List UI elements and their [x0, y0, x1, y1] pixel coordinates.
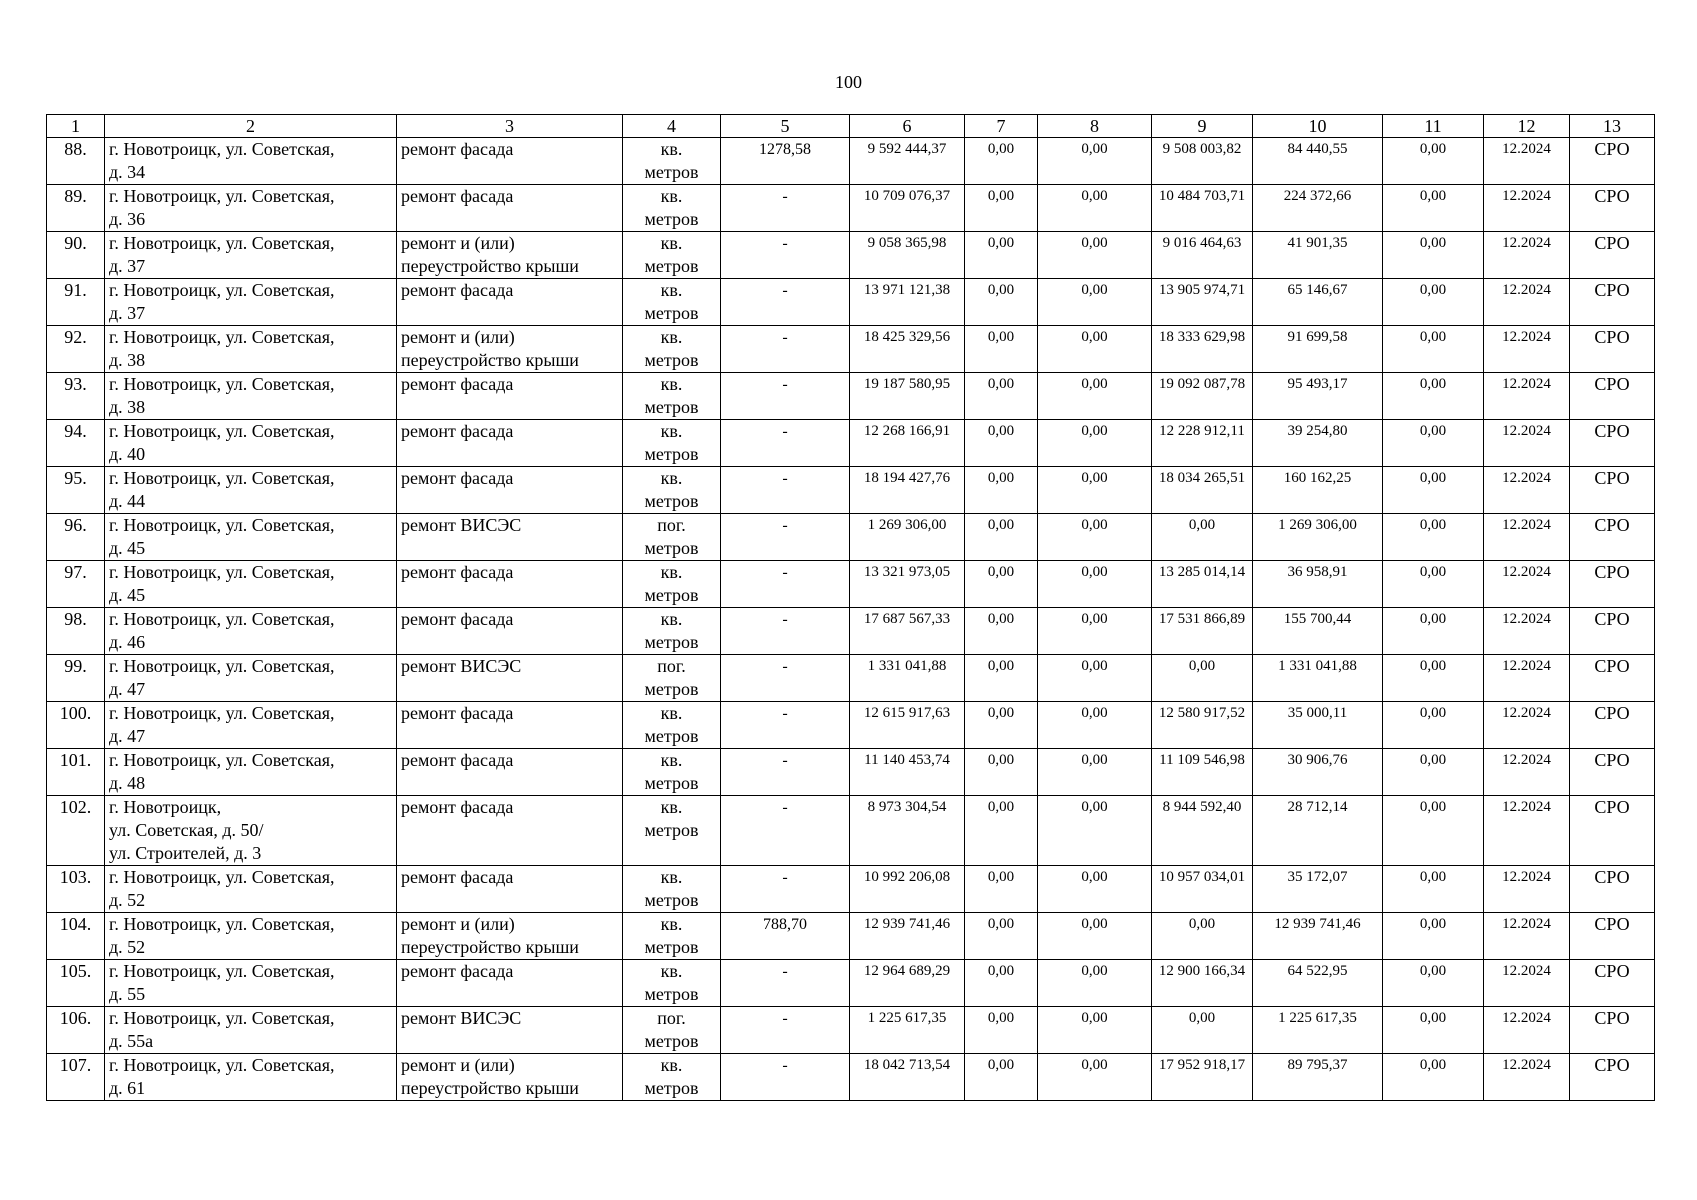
total-cost-cell: 12 964 689,29 — [850, 960, 965, 1007]
regional-funds-cell: 0,00 — [1038, 1007, 1152, 1054]
work-type-cell: ремонт ВИСЭС — [397, 1007, 623, 1054]
table-row — [47, 866, 1655, 913]
column-header-4: 4 — [623, 115, 721, 138]
table-header-row — [47, 115, 1655, 138]
other-funds-cell: 224 372,66 — [1253, 185, 1383, 232]
additional-funds-cell: 0,00 — [1383, 561, 1484, 608]
federal-funds-cell: 0,00 — [965, 960, 1038, 1007]
unit-cell: кв. метров — [623, 866, 721, 913]
method-cell: СРО — [1570, 960, 1655, 1007]
volume-cell: - — [721, 608, 850, 655]
address-cell: г. Новотроицк, ул. Советская, д. 34 — [105, 138, 397, 185]
work-type-cell: ремонт фасада — [397, 749, 623, 796]
federal-funds-cell: 0,00 — [965, 749, 1038, 796]
regional-funds-cell: 0,00 — [1038, 796, 1152, 866]
address-cell: г. Новотроицк, ул. Советская, д. 47 — [105, 702, 397, 749]
owner-funds-cell: 10 957 034,01 — [1152, 866, 1253, 913]
federal-funds-cell: 0,00 — [965, 608, 1038, 655]
federal-funds-cell: 0,00 — [965, 655, 1038, 702]
deadline-cell: 12.2024 — [1484, 1054, 1570, 1101]
row-number: 101. — [47, 749, 105, 796]
deadline-cell: 12.2024 — [1484, 1007, 1570, 1054]
volume-cell: - — [721, 279, 850, 326]
unit-cell: кв. метров — [623, 279, 721, 326]
address-cell: г. Новотроицк, ул. Советская, д. 45 — [105, 514, 397, 561]
owner-funds-cell: 0,00 — [1152, 655, 1253, 702]
owner-funds-cell: 0,00 — [1152, 913, 1253, 960]
work-type-cell: ремонт фасада — [397, 608, 623, 655]
row-number: 93. — [47, 373, 105, 420]
method-cell: СРО — [1570, 561, 1655, 608]
volume-cell: 1278,58 — [721, 138, 850, 185]
other-funds-cell: 28 712,14 — [1253, 796, 1383, 866]
method-cell: СРО — [1570, 514, 1655, 561]
regional-funds-cell: 0,00 — [1038, 608, 1152, 655]
row-number: 106. — [47, 1007, 105, 1054]
owner-funds-cell: 8 944 592,40 — [1152, 796, 1253, 866]
other-funds-cell: 30 906,76 — [1253, 749, 1383, 796]
row-number: 100. — [47, 702, 105, 749]
additional-funds-cell: 0,00 — [1383, 467, 1484, 514]
other-funds-cell: 64 522,95 — [1253, 960, 1383, 1007]
additional-funds-cell: 0,00 — [1383, 913, 1484, 960]
table-row — [47, 326, 1655, 373]
owner-funds-cell: 12 900 166,34 — [1152, 960, 1253, 1007]
address-cell: г. Новотроицк, ул. Советская, д. 40 — [105, 420, 397, 467]
volume-cell: - — [721, 373, 850, 420]
row-number: 92. — [47, 326, 105, 373]
total-cost-cell: 8 973 304,54 — [850, 796, 965, 866]
volume-cell: - — [721, 467, 850, 514]
total-cost-cell: 13 971 121,38 — [850, 279, 965, 326]
column-header-7: 7 — [965, 115, 1038, 138]
total-cost-cell: 11 140 453,74 — [850, 749, 965, 796]
additional-funds-cell: 0,00 — [1383, 702, 1484, 749]
other-funds-cell: 84 440,55 — [1253, 138, 1383, 185]
table-row — [47, 561, 1655, 608]
unit-cell: кв. метров — [623, 960, 721, 1007]
column-header-6: 6 — [850, 115, 965, 138]
other-funds-cell: 39 254,80 — [1253, 420, 1383, 467]
federal-funds-cell: 0,00 — [965, 326, 1038, 373]
unit-cell: кв. метров — [623, 702, 721, 749]
volume-cell: - — [721, 655, 850, 702]
regional-funds-cell: 0,00 — [1038, 866, 1152, 913]
table-row — [47, 1054, 1655, 1101]
unit-cell: кв. метров — [623, 796, 721, 866]
federal-funds-cell: 0,00 — [965, 232, 1038, 279]
other-funds-cell: 36 958,91 — [1253, 561, 1383, 608]
other-funds-cell: 95 493,17 — [1253, 373, 1383, 420]
additional-funds-cell: 0,00 — [1383, 138, 1484, 185]
owner-funds-cell: 17 952 918,17 — [1152, 1054, 1253, 1101]
other-funds-cell: 65 146,67 — [1253, 279, 1383, 326]
unit-cell: кв. метров — [623, 1054, 721, 1101]
other-funds-cell: 1 225 617,35 — [1253, 1007, 1383, 1054]
federal-funds-cell: 0,00 — [965, 185, 1038, 232]
owner-funds-cell: 10 484 703,71 — [1152, 185, 1253, 232]
unit-cell: кв. метров — [623, 749, 721, 796]
method-cell: СРО — [1570, 655, 1655, 702]
additional-funds-cell: 0,00 — [1383, 232, 1484, 279]
deadline-cell: 12.2024 — [1484, 279, 1570, 326]
column-header-1: 1 — [47, 115, 105, 138]
other-funds-cell: 41 901,35 — [1253, 232, 1383, 279]
table-row — [47, 913, 1655, 960]
method-cell: СРО — [1570, 185, 1655, 232]
table-row — [47, 185, 1655, 232]
regional-funds-cell: 0,00 — [1038, 514, 1152, 561]
additional-funds-cell: 0,00 — [1383, 326, 1484, 373]
table-row — [47, 960, 1655, 1007]
method-cell: СРО — [1570, 796, 1655, 866]
regional-funds-cell: 0,00 — [1038, 1054, 1152, 1101]
table-row — [47, 467, 1655, 514]
row-number: 104. — [47, 913, 105, 960]
federal-funds-cell: 0,00 — [965, 420, 1038, 467]
volume-cell: - — [721, 232, 850, 279]
deadline-cell: 12.2024 — [1484, 702, 1570, 749]
additional-funds-cell: 0,00 — [1383, 960, 1484, 1007]
method-cell: СРО — [1570, 1007, 1655, 1054]
other-funds-cell: 35 000,11 — [1253, 702, 1383, 749]
method-cell: СРО — [1570, 279, 1655, 326]
owner-funds-cell: 12 580 917,52 — [1152, 702, 1253, 749]
method-cell: СРО — [1570, 866, 1655, 913]
method-cell: СРО — [1570, 138, 1655, 185]
unit-cell: пог. метров — [623, 1007, 721, 1054]
work-type-cell: ремонт фасада — [397, 866, 623, 913]
deadline-cell: 12.2024 — [1484, 608, 1570, 655]
work-type-cell: ремонт и (или) переустройство крыши — [397, 1054, 623, 1101]
address-cell: г. Новотроицк, ул. Советская, д. 48 — [105, 749, 397, 796]
method-cell: СРО — [1570, 1054, 1655, 1101]
column-header-5: 5 — [721, 115, 850, 138]
owner-funds-cell: 12 228 912,11 — [1152, 420, 1253, 467]
method-cell: СРО — [1570, 467, 1655, 514]
address-cell: г. Новотроицк, ул. Советская, д. 47 — [105, 655, 397, 702]
unit-cell: кв. метров — [623, 373, 721, 420]
work-type-cell: ремонт фасада — [397, 420, 623, 467]
total-cost-cell: 18 425 329,56 — [850, 326, 965, 373]
method-cell: СРО — [1570, 913, 1655, 960]
total-cost-cell: 1 225 617,35 — [850, 1007, 965, 1054]
other-funds-cell: 12 939 741,46 — [1253, 913, 1383, 960]
regional-funds-cell: 0,00 — [1038, 185, 1152, 232]
additional-funds-cell: 0,00 — [1383, 420, 1484, 467]
column-header-8: 8 — [1038, 115, 1152, 138]
column-header-9: 9 — [1152, 115, 1253, 138]
address-cell: г. Новотроицк, ул. Советская, д. 52 — [105, 913, 397, 960]
address-cell: г. Новотроицк, ул. Советская, д. 55 — [105, 960, 397, 1007]
work-type-cell: ремонт фасада — [397, 796, 623, 866]
total-cost-cell: 19 187 580,95 — [850, 373, 965, 420]
regional-funds-cell: 0,00 — [1038, 913, 1152, 960]
federal-funds-cell: 0,00 — [965, 561, 1038, 608]
deadline-cell: 12.2024 — [1484, 326, 1570, 373]
work-type-cell: ремонт фасада — [397, 702, 623, 749]
total-cost-cell: 12 939 741,46 — [850, 913, 965, 960]
regional-funds-cell: 0,00 — [1038, 279, 1152, 326]
row-number: 88. — [47, 138, 105, 185]
table-row — [47, 749, 1655, 796]
address-cell: г. Новотроицк, ул. Советская, д. 36 — [105, 185, 397, 232]
total-cost-cell: 10 992 206,08 — [850, 866, 965, 913]
deadline-cell: 12.2024 — [1484, 655, 1570, 702]
row-number: 105. — [47, 960, 105, 1007]
owner-funds-cell: 9 016 464,63 — [1152, 232, 1253, 279]
additional-funds-cell: 0,00 — [1383, 514, 1484, 561]
work-type-cell: ремонт ВИСЭС — [397, 655, 623, 702]
other-funds-cell: 89 795,37 — [1253, 1054, 1383, 1101]
address-cell: г. Новотроицк, ул. Советская, д. 45 — [105, 561, 397, 608]
row-number: 90. — [47, 232, 105, 279]
unit-cell: кв. метров — [623, 326, 721, 373]
total-cost-cell: 13 321 973,05 — [850, 561, 965, 608]
row-number: 89. — [47, 185, 105, 232]
work-type-cell: ремонт фасада — [397, 561, 623, 608]
deadline-cell: 12.2024 — [1484, 514, 1570, 561]
total-cost-cell: 18 194 427,76 — [850, 467, 965, 514]
total-cost-cell: 17 687 567,33 — [850, 608, 965, 655]
owner-funds-cell: 9 508 003,82 — [1152, 138, 1253, 185]
address-cell: г. Новотроицк, ул. Советская, д. 44 — [105, 467, 397, 514]
address-cell: г. Новотроицк, ул. Советская, д. 46 — [105, 608, 397, 655]
volume-cell: - — [721, 326, 850, 373]
federal-funds-cell: 0,00 — [965, 866, 1038, 913]
table-row — [47, 279, 1655, 326]
other-funds-cell: 155 700,44 — [1253, 608, 1383, 655]
total-cost-cell: 9 592 444,37 — [850, 138, 965, 185]
regional-funds-cell: 0,00 — [1038, 561, 1152, 608]
deadline-cell: 12.2024 — [1484, 232, 1570, 279]
total-cost-cell: 1 331 041,88 — [850, 655, 965, 702]
total-cost-cell: 18 042 713,54 — [850, 1054, 965, 1101]
column-header-11: 11 — [1383, 115, 1484, 138]
owner-funds-cell: 0,00 — [1152, 1007, 1253, 1054]
volume-cell: - — [721, 561, 850, 608]
address-cell: г. Новотроицк, ул. Советская, д. 37 — [105, 232, 397, 279]
work-type-cell: ремонт фасада — [397, 960, 623, 1007]
federal-funds-cell: 0,00 — [965, 467, 1038, 514]
row-number: 96. — [47, 514, 105, 561]
unit-cell: пог. метров — [623, 514, 721, 561]
owner-funds-cell: 18 333 629,98 — [1152, 326, 1253, 373]
regional-funds-cell: 0,00 — [1038, 749, 1152, 796]
federal-funds-cell: 0,00 — [965, 1007, 1038, 1054]
unit-cell: кв. метров — [623, 138, 721, 185]
table-row — [47, 232, 1655, 279]
total-cost-cell: 12 268 166,91 — [850, 420, 965, 467]
table-row — [47, 420, 1655, 467]
additional-funds-cell: 0,00 — [1383, 608, 1484, 655]
row-number: 103. — [47, 866, 105, 913]
unit-cell: пог. метров — [623, 655, 721, 702]
federal-funds-cell: 0,00 — [965, 913, 1038, 960]
column-header-13: 13 — [1570, 115, 1655, 138]
row-number: 102. — [47, 796, 105, 866]
table-row — [47, 1007, 1655, 1054]
federal-funds-cell: 0,00 — [965, 702, 1038, 749]
column-header-3: 3 — [397, 115, 623, 138]
row-number: 98. — [47, 608, 105, 655]
regional-funds-cell: 0,00 — [1038, 420, 1152, 467]
federal-funds-cell: 0,00 — [965, 514, 1038, 561]
additional-funds-cell: 0,00 — [1383, 1054, 1484, 1101]
row-number: 107. — [47, 1054, 105, 1101]
method-cell: СРО — [1570, 702, 1655, 749]
address-cell: г. Новотроицк, ул. Советская, д. 38 — [105, 326, 397, 373]
table-row — [47, 608, 1655, 655]
work-type-cell: ремонт фасада — [397, 138, 623, 185]
deadline-cell: 12.2024 — [1484, 373, 1570, 420]
method-cell: СРО — [1570, 608, 1655, 655]
deadline-cell: 12.2024 — [1484, 749, 1570, 796]
volume-cell: - — [721, 749, 850, 796]
unit-cell: кв. метров — [623, 185, 721, 232]
federal-funds-cell: 0,00 — [965, 796, 1038, 866]
work-type-cell: ремонт фасада — [397, 467, 623, 514]
row-number: 99. — [47, 655, 105, 702]
work-type-cell: ремонт и (или) переустройство крыши — [397, 232, 623, 279]
federal-funds-cell: 0,00 — [965, 1054, 1038, 1101]
owner-funds-cell: 17 531 866,89 — [1152, 608, 1253, 655]
additional-funds-cell: 0,00 — [1383, 749, 1484, 796]
table-row — [47, 373, 1655, 420]
work-type-cell: ремонт ВИСЭС — [397, 514, 623, 561]
volume-cell: - — [721, 420, 850, 467]
regional-funds-cell: 0,00 — [1038, 373, 1152, 420]
deadline-cell: 12.2024 — [1484, 796, 1570, 866]
additional-funds-cell: 0,00 — [1383, 1007, 1484, 1054]
work-type-cell: ремонт и (или) переустройство крыши — [397, 326, 623, 373]
regional-funds-cell: 0,00 — [1038, 232, 1152, 279]
method-cell: СРО — [1570, 326, 1655, 373]
work-type-cell: ремонт фасада — [397, 373, 623, 420]
row-number: 97. — [47, 561, 105, 608]
method-cell: СРО — [1570, 232, 1655, 279]
page-number: 100 — [835, 72, 862, 92]
row-number: 95. — [47, 467, 105, 514]
volume-cell: - — [721, 960, 850, 1007]
deadline-cell: 12.2024 — [1484, 913, 1570, 960]
other-funds-cell: 35 172,07 — [1253, 866, 1383, 913]
unit-cell: кв. метров — [623, 913, 721, 960]
owner-funds-cell: 13 285 014,14 — [1152, 561, 1253, 608]
unit-cell: кв. метров — [623, 608, 721, 655]
volume-cell: - — [721, 185, 850, 232]
address-cell: г. Новотроицк, ул. Советская, д. 38 — [105, 373, 397, 420]
federal-funds-cell: 0,00 — [965, 373, 1038, 420]
unit-cell: кв. метров — [623, 467, 721, 514]
total-cost-cell: 12 615 917,63 — [850, 702, 965, 749]
table-row — [47, 138, 1655, 185]
table-row — [47, 514, 1655, 561]
owner-funds-cell: 18 034 265,51 — [1152, 467, 1253, 514]
column-header-12: 12 — [1484, 115, 1570, 138]
federal-funds-cell: 0,00 — [965, 279, 1038, 326]
owner-funds-cell: 11 109 546,98 — [1152, 749, 1253, 796]
row-number: 94. — [47, 420, 105, 467]
deadline-cell: 12.2024 — [1484, 960, 1570, 1007]
regional-funds-cell: 0,00 — [1038, 138, 1152, 185]
repair-register-table — [46, 114, 1655, 1101]
volume-cell: - — [721, 1054, 850, 1101]
regional-funds-cell: 0,00 — [1038, 702, 1152, 749]
total-cost-cell: 9 058 365,98 — [850, 232, 965, 279]
deadline-cell: 12.2024 — [1484, 866, 1570, 913]
work-type-cell: ремонт и (или) переустройство крыши — [397, 913, 623, 960]
regional-funds-cell: 0,00 — [1038, 960, 1152, 1007]
column-header-2: 2 — [105, 115, 397, 138]
address-cell: г. Новотроицк, ул. Советская, д. 37 — [105, 279, 397, 326]
unit-cell: кв. метров — [623, 420, 721, 467]
owner-funds-cell: 0,00 — [1152, 514, 1253, 561]
regional-funds-cell: 0,00 — [1038, 655, 1152, 702]
regional-funds-cell: 0,00 — [1038, 467, 1152, 514]
total-cost-cell: 10 709 076,37 — [850, 185, 965, 232]
volume-cell: 788,70 — [721, 913, 850, 960]
unit-cell: кв. метров — [623, 232, 721, 279]
additional-funds-cell: 0,00 — [1383, 279, 1484, 326]
deadline-cell: 12.2024 — [1484, 138, 1570, 185]
additional-funds-cell: 0,00 — [1383, 655, 1484, 702]
regional-funds-cell: 0,00 — [1038, 326, 1152, 373]
address-cell: г. Новотроицк, ул. Советская, д. 55а — [105, 1007, 397, 1054]
volume-cell: - — [721, 514, 850, 561]
method-cell: СРО — [1570, 420, 1655, 467]
volume-cell: - — [721, 866, 850, 913]
work-type-cell: ремонт фасада — [397, 185, 623, 232]
method-cell: СРО — [1570, 373, 1655, 420]
column-header-10: 10 — [1253, 115, 1383, 138]
volume-cell: - — [721, 702, 850, 749]
other-funds-cell: 1 269 306,00 — [1253, 514, 1383, 561]
additional-funds-cell: 0,00 — [1383, 373, 1484, 420]
address-cell: г. Новотроицк, ул. Советская, д. 50/ ул. Строителей, д. 3 — [105, 796, 397, 866]
total-cost-cell: 1 269 306,00 — [850, 514, 965, 561]
address-cell: г. Новотроицк, ул. Советская, д. 52 — [105, 866, 397, 913]
row-number: 91. — [47, 279, 105, 326]
unit-cell: кв. метров — [623, 561, 721, 608]
additional-funds-cell: 0,00 — [1383, 796, 1484, 866]
table-row — [47, 796, 1655, 866]
deadline-cell: 12.2024 — [1484, 420, 1570, 467]
owner-funds-cell: 13 905 974,71 — [1152, 279, 1253, 326]
deadline-cell: 12.2024 — [1484, 467, 1570, 514]
work-type-cell: ремонт фасада — [397, 279, 623, 326]
federal-funds-cell: 0,00 — [965, 138, 1038, 185]
volume-cell: - — [721, 1007, 850, 1054]
address-cell: г. Новотроицк, ул. Советская, д. 61 — [105, 1054, 397, 1101]
other-funds-cell: 91 699,58 — [1253, 326, 1383, 373]
deadline-cell: 12.2024 — [1484, 185, 1570, 232]
volume-cell: - — [721, 796, 850, 866]
other-funds-cell: 1 331 041,88 — [1253, 655, 1383, 702]
deadline-cell: 12.2024 — [1484, 561, 1570, 608]
other-funds-cell: 160 162,25 — [1253, 467, 1383, 514]
method-cell: СРО — [1570, 749, 1655, 796]
owner-funds-cell: 19 092 087,78 — [1152, 373, 1253, 420]
table-row — [47, 702, 1655, 749]
table-row — [47, 655, 1655, 702]
additional-funds-cell: 0,00 — [1383, 866, 1484, 913]
additional-funds-cell: 0,00 — [1383, 185, 1484, 232]
